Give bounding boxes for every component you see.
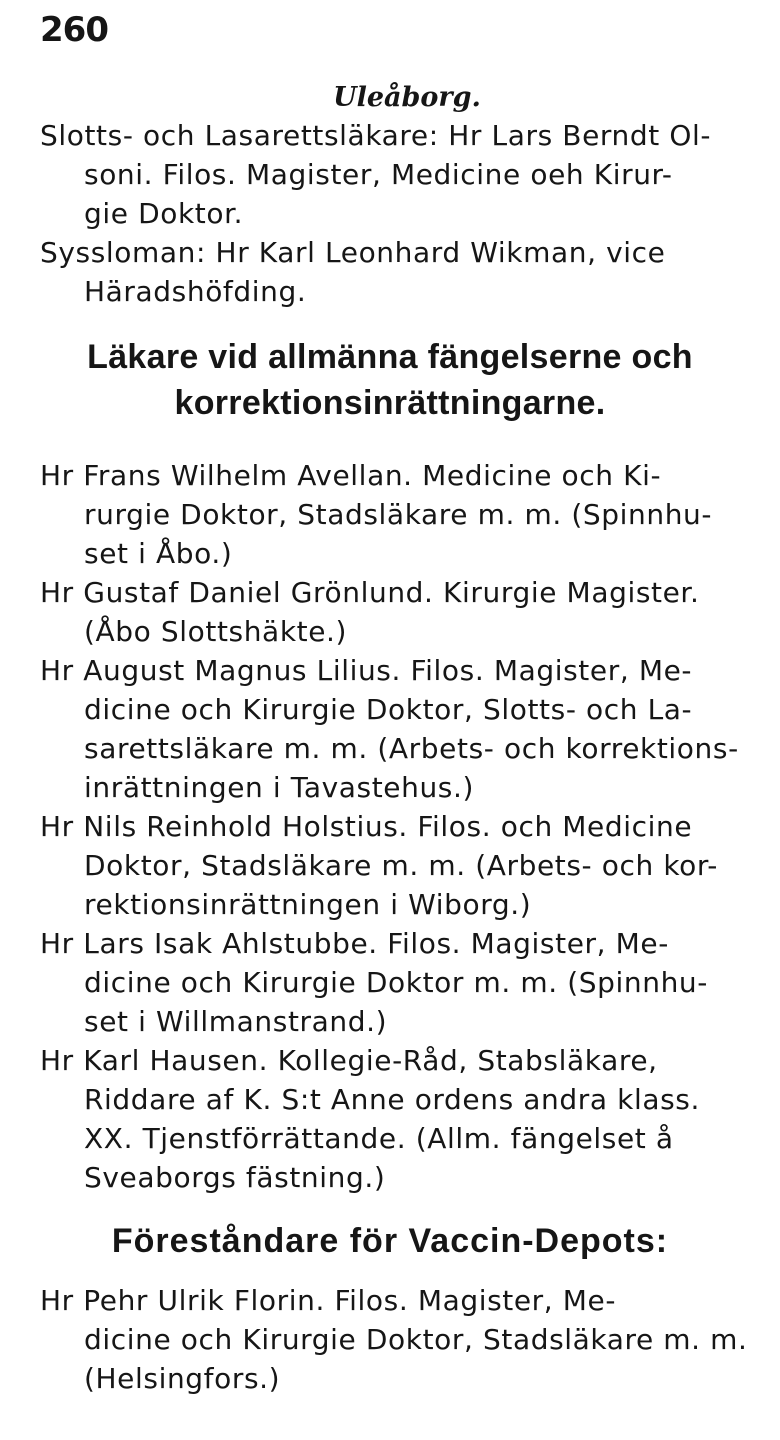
section-heading: Föreståndare för Vaccin-Depots: (111, 1222, 669, 1260)
page-number: 260 (40, 10, 108, 50)
text-line: Slotts- och Lasarettsläkare: Hr Lars Berndt Ol- (40, 119, 712, 152)
text-line: dicine och Kirurgie Doktor, Stadsläkare m. m. (84, 1323, 748, 1356)
text-line: dicine och Kirurgie Doktor, Slotts- och La- (84, 693, 693, 726)
text-line: inrättningen i Tavastehus.) (84, 771, 475, 804)
text-line: Sveaborgs fästning.) (84, 1161, 386, 1194)
running-head: Uleåborg. (333, 82, 481, 113)
text-line: Hr Frans Wilhelm Avellan. Medicine och Ki- (40, 459, 662, 492)
text-line: set i Åbo.) (84, 537, 233, 570)
text-line: Häradshöfding. (84, 275, 307, 308)
section-heading: korrektionsinrättningarne. (174, 384, 606, 422)
text-line: dicine och Kirurgie Doktor m. m. (Spinnhu- (84, 966, 708, 999)
text-line: (Åbo Slottshäkte.) (84, 615, 348, 648)
text-line: XX. Tjenstförrättande. (Allm. fängelset å (84, 1122, 674, 1155)
text-line: Hr Karl Hausen. Kollegie-Råd, Stabsläkare, (40, 1044, 658, 1077)
text-line: Hr Gustaf Daniel Grönlund. Kirurgie Magister. (40, 576, 700, 609)
section-heading: Läkare vid allmänna fängelserne och (87, 338, 693, 376)
text-line: (Helsingfors.) (84, 1362, 281, 1395)
text-line: rurgie Doktor, Stadsläkare m. m. (Spinnhu- (84, 498, 713, 531)
text-line: gie Doktor. (84, 197, 244, 230)
text-line: Doktor, Stadsläkare m. m. (Arbets- och kor- (84, 849, 718, 882)
text-line: Syssloman: Hr Karl Leonhard Wikman, vice (40, 236, 666, 269)
text-line: Hr August Magnus Lilius. Filos. Magister, Me- (40, 654, 693, 687)
text-line: Riddare af K. S:t Anne ordens andra klass. (84, 1083, 700, 1116)
text-line: set i Willmanstrand.) (84, 1005, 388, 1038)
text-line: Hr Pehr Ulrik Florin. Filos. Magister, Me- (40, 1284, 617, 1317)
text-line: Hr Nils Reinhold Holstius. Filos. och Medicine (40, 810, 693, 843)
text-line: soni. Filos. Magister, Medicine oeh Kirur- (84, 158, 673, 191)
text-line: rektionsinrättningen i Wiborg.) (84, 888, 532, 921)
text-line: Hr Lars Isak Ahlstubbe. Filos. Magister, Me- (40, 927, 669, 960)
text-line: sarettsläkare m. m. (Arbets- och korrektions- (84, 732, 739, 765)
